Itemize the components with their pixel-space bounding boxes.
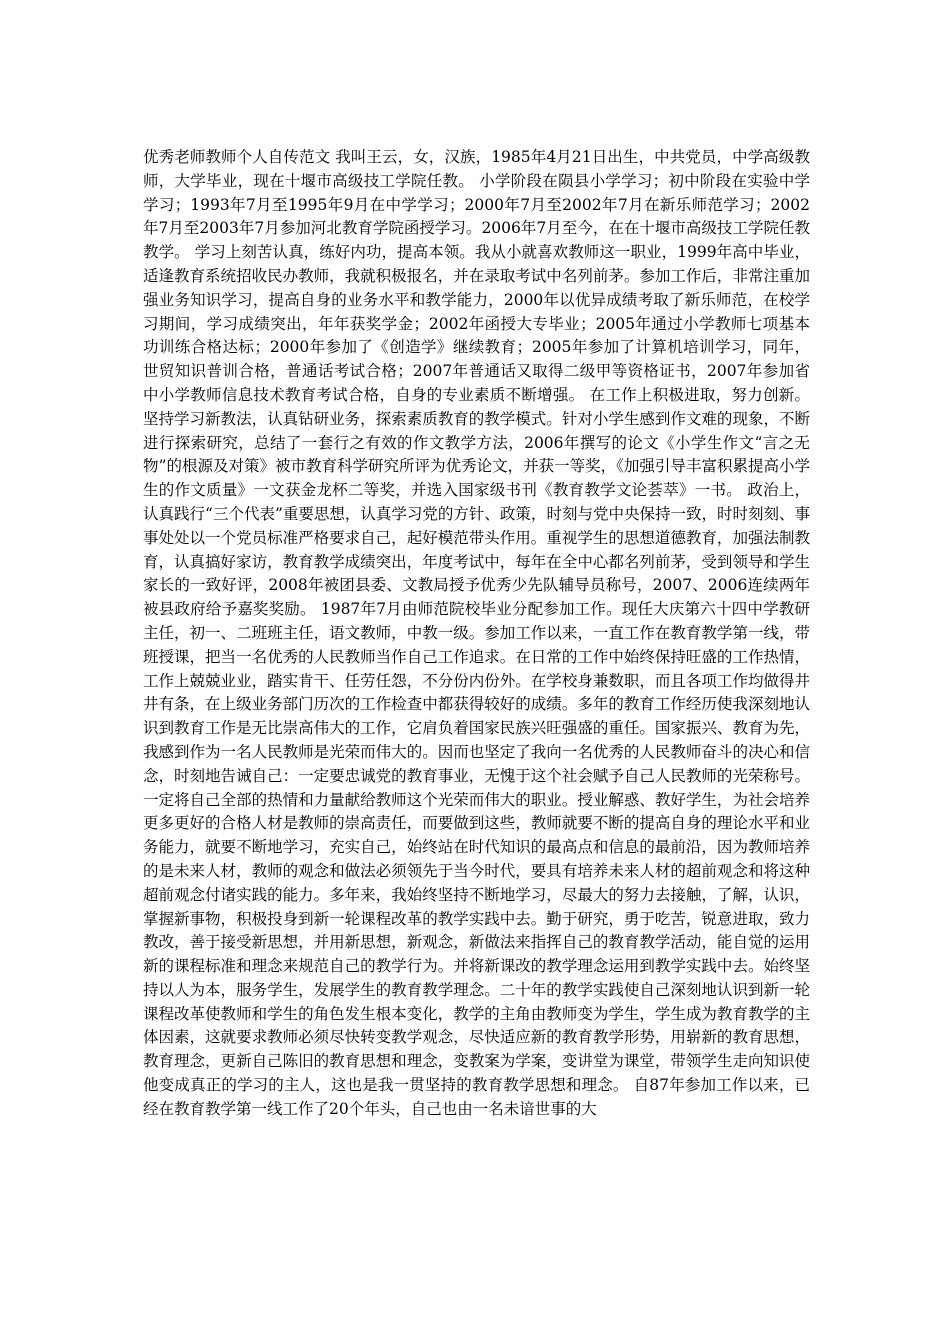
body-text: 优秀老师教师个人自传范文 我叫王云，女，汉族，1985年4月21日出生，中共党员，中学高级教师，大学毕业，现在十堰市高级技工学院任教。 小学阶段在陨县小学学习；初中阶段在实验中学学习；1993年7月至1995年9月在中学学习；2000年7月至2002年7月在新乐师范学习；2002年7月至2003年7月参加河北教育学院函授学习。2006年7月至今，在在十堰市高级技工学院任教教学。 学习上刻苦认真，练好内功，提高本领。我从小就喜欢教师这一职业，1999年高中毕业，适逢教育系统招收民办教师，我就积极报名，并在录取考试中名列前茅。参加工作后，非常注重加强业务知识学习，提高自身的业务水平和教学能力，2000年以优异成绩考取了新乐师范，在校学习期间，学习成绩突出，年年获奖学金；2002年函授大专毕业；2005年通过小学教师七项基本功训练合格达标；2000年参加了《创造学》继续教育；2005年参加了计算机培训学习，同年，世贸知识普训合格，普通话考试合格；2007年普通话又取得二级甲等资格证书，2007年参加省中小学教师信息技术教育考试合格，自身的专业素质不断增强。 在工作上积极进取，努力创新。坚持学习新教法，认真钻研业务，探索素质教育的教学模式。针对小学生感到作文难的现象，不断进行探索研究，总结了一套行之有效的作文教学方法，2006年撰写的论文《小学生作文“言之无物”的根源及对策》被市教育科学研究所评为优秀论文，并获一等奖，《加强引导丰富积累提高小学生的作文质量》一文获金龙杯二等奖，并选入国家级书刊《教育教学文论荟萃》一书。 政治上，认真践行“三个代表”重要思想，认真学习党的方针、政策，时刻与党中央保持一致，时时刻刻、事事处处以一个党员标准严格要求自己，起好模范带头作用。重视学生的思想道德教育，加强法制教育，认真搞好家访，教育教学成绩突出，年度考试中，每年在全中心都名列前茅，受到领导和学生家长的一致好评，2008年被团县委、文教局授予优秀少先队辅导员称号，2007、2006连续两年被县政府给予嘉奖奖励。 1987年7月由师范院校毕业分配参加工作。现任大庆第六十四中学教研主任，初一、二班班主任，语文教师，中教一级。参加工作以来，一直工作在教育教学第一线，带班授课，把当一名优秀的人民教师当作自己工作追求。在日常的工作中始终保持旺盛的工作热情，工作上兢兢业业，踏实肯干、任劳任怨，不分份内份外。在学校身兼数职，而且各项工作均做得井井有条，在上级业务部门历次的工作检查中都获得较好的成绩。多年的教育工作经历使我深刻地认识到教育工作是无比崇高伟大的工作，它肩负着国家民族兴旺强盛的重任。国家振兴、教育为先，我感到作为一名人民教师是光荣而伟大的。因而也坚定了我向一名优秀的人民教师奋斗的决心和信念，时刻地告诫自己：一定要忠诚党的教育事业，无愧于这个社会赋予自己人民教师的光荣称号。一定将自己全部的热情和力量献给教师这个光荣而伟大的职业。授业解惑、教好学生，为社会培养更多更好的合格人材是教师的崇高责任，而要做到这些，教师就要不断的提高自身的理论水平和业务能力，就要不断地学习，充实自己，始终站在时代知识的最高点和信息的最前沿，因为教师培养的是未来人材，教师的观念和做法必须领先于当今时代，要具有培养未来人材的超前观念和将这种超前观念付诸实践的能力。多年来，我始终坚持不断地学习，尽最大的努力去接触，了解，认识，掌握新事物，积极投身到新一轮课程改革的教学实践中去。勤于研究，勇于吃苦，锐意进取，致力教改，善于接受新思想，并用新思想，新观念，新做法来指挥自己的教育教学活动，能自觉的运用新的课程标准和理念来规范自己的教学行为。并将新课改的教学理念运用到教学实践中去。始终坚持以人为本，服务学生，发展学生的教育教学理念。二十年的教学实践使自己深刻地认识到新一轮课程改革使教师和学生的角色发生根本变化，教学的主角由教师变为学生，学生成为教育教学的主体因素，这就要求教师必须尽快转变教学观念，尽快适应新的教育教学形势，用崭新的教育思想，教育理念，更新自己陈旧的教育思想和理念，变教案为学案，变讲堂为课堂，带领学生走向知识使他变成真正的学习的主人，这也是我一贯坚持的教育教学思想和理念。 自87年参加工作以来，已经在教育教学第一线工作了20个年头，自己也由一名未谙世事的大 — [143, 148, 810, 1118]
